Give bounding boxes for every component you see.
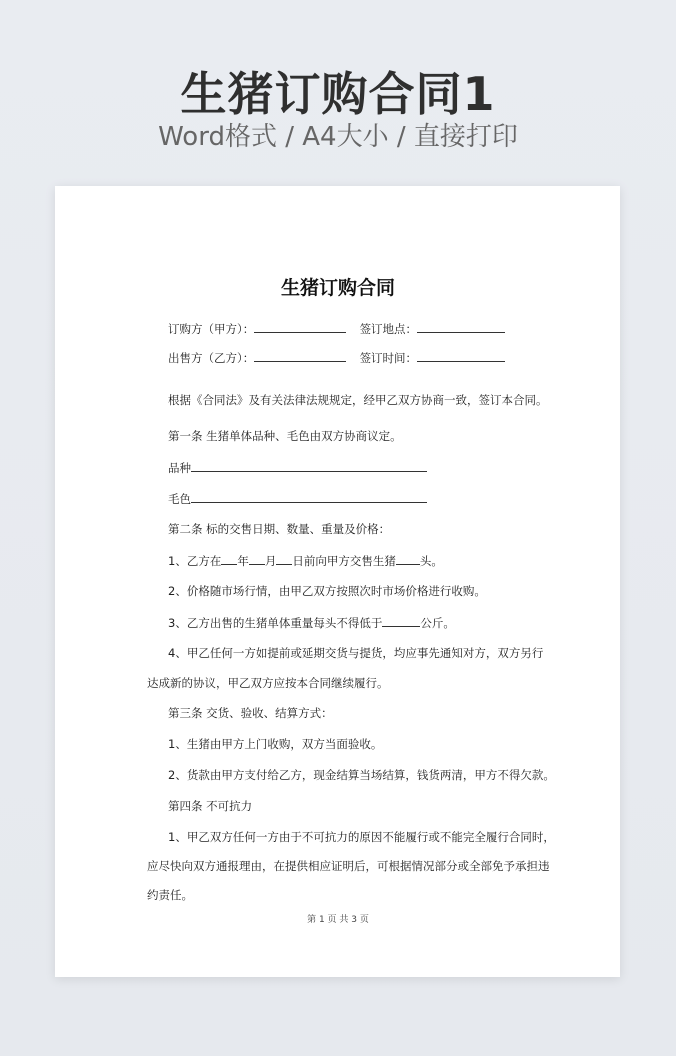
color-line bbox=[168, 490, 427, 507]
article1-heading: 第一条 生猪单体品种、毛色由双方协商议定。 bbox=[168, 429, 402, 443]
hero-subtitle: Word格式 / A4大小 / 直接打印 bbox=[158, 122, 518, 152]
article4-item1-line1: 1、甲乙双方任何一方由于不可抗力的原因不能履行或不能完全履行合同时， bbox=[168, 830, 555, 844]
buyer-line bbox=[168, 320, 505, 337]
intro-paragraph: 根据《合同法》及有关法律法规规定，经甲乙双方协商一致，签订本合同。 bbox=[168, 393, 548, 407]
article2-item1-text-a: 1、乙方在 bbox=[168, 554, 222, 568]
article2-item3-unit: 公斤。 bbox=[420, 616, 455, 630]
day-blank[interactable] bbox=[276, 552, 292, 565]
sign-place-blank[interactable] bbox=[417, 320, 505, 333]
article2-item1-head: 头。 bbox=[419, 554, 443, 568]
buyer-label: 订购方（甲方）： bbox=[168, 322, 255, 336]
buyer-blank[interactable] bbox=[254, 320, 346, 333]
article2-item1 bbox=[168, 552, 443, 569]
sign-place-label: 签订地点： bbox=[359, 322, 418, 336]
article2-item2: 2、价格随市场行情，由甲乙双方按照次时市场价格进行收购。 bbox=[168, 584, 486, 598]
article2-item1-day: 日前向甲方交售生猪 bbox=[292, 554, 396, 568]
article3-item1: 1、生猪由甲方上门收购，双方当面验收。 bbox=[168, 737, 383, 751]
sign-time-label: 签订时间： bbox=[359, 351, 418, 365]
weight-blank[interactable] bbox=[382, 614, 420, 627]
article3-heading: 第三条 交货、验收、结算方式： bbox=[168, 706, 333, 720]
article4-heading: 第四条 不可抗力 bbox=[168, 799, 253, 813]
year-blank[interactable] bbox=[221, 552, 237, 565]
article4-item1-line3: 约责任。 bbox=[147, 888, 193, 902]
page-number: 第 1 页 共 3 页 bbox=[307, 915, 369, 925]
variety-label: 品种 bbox=[168, 461, 191, 475]
article2-item3-text: 3、乙方出售的生猪单体重量每头不得低于 bbox=[168, 616, 383, 630]
article2-item1-year: 年 bbox=[237, 554, 249, 568]
variety-line bbox=[168, 459, 427, 476]
seller-label: 出售方（乙方）： bbox=[168, 351, 255, 365]
document-title: 生猪订购合同 bbox=[280, 277, 395, 299]
article2-item4-line1: 4、甲乙任何一方如提前或延期交货与提货，均应事先通知对方，双方另行 bbox=[168, 646, 544, 660]
article2-heading: 第二条 标的交售日期、数量、重量及价格： bbox=[168, 522, 391, 536]
head-count-blank[interactable] bbox=[396, 552, 420, 565]
article4-item1-line2: 应尽快向双方通报理由，在提供相应证明后，可根据情况部分或全部免予承担违 bbox=[147, 859, 550, 873]
color-blank[interactable] bbox=[191, 490, 427, 503]
article3-item2: 2、货款由甲方支付给乙方，现金结算当场结算，钱货两清，甲方不得欠款。 bbox=[168, 768, 555, 782]
seller-line bbox=[168, 349, 505, 366]
article2-item4-line2: 达成新的协议，甲乙双方应按本合同继续履行。 bbox=[147, 676, 389, 690]
article2-item1-month: 月 bbox=[264, 554, 277, 568]
hero-title: 生猪订购合同1 bbox=[180, 67, 496, 121]
month-blank[interactable] bbox=[249, 552, 265, 565]
sign-time-blank[interactable] bbox=[417, 349, 505, 362]
color-label: 毛色 bbox=[168, 492, 191, 506]
article2-item3 bbox=[168, 614, 455, 631]
variety-blank[interactable] bbox=[191, 459, 427, 472]
seller-blank[interactable] bbox=[254, 349, 346, 362]
